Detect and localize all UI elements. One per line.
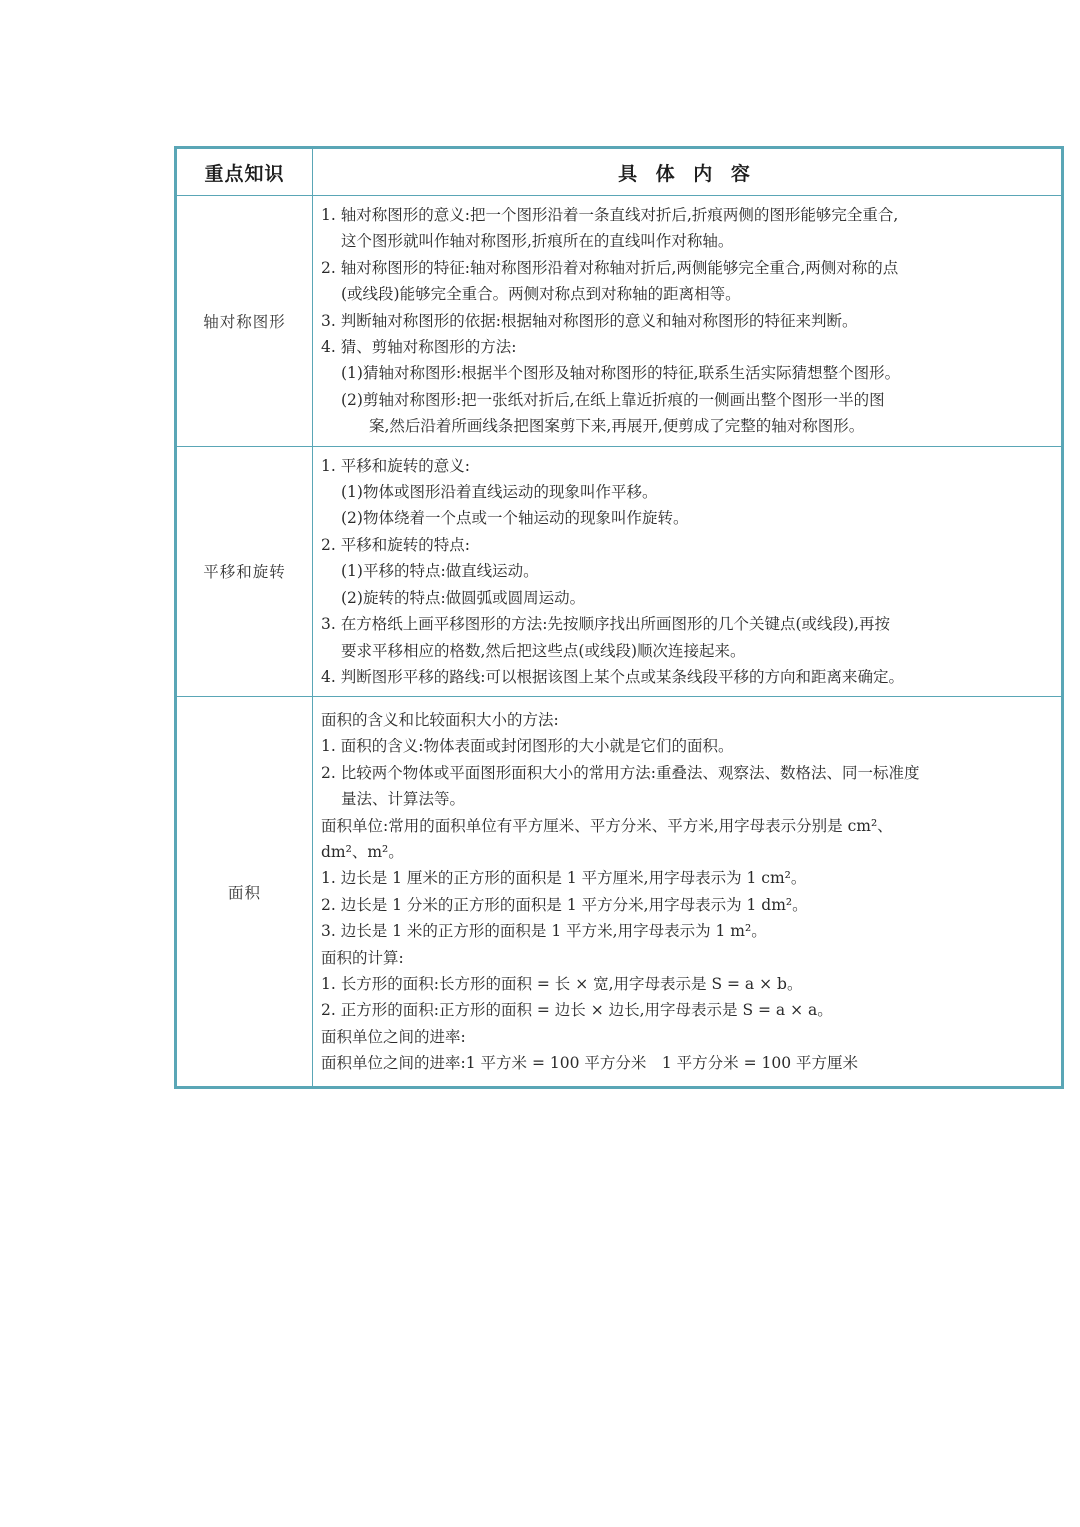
content-line: 2. 正方形的面积:正方形的面积 = 边长 × 边长,用字母表示是 S = a × a。 xyxy=(321,1001,833,1020)
content-line: 2. 比较两个物体或平面图形面积大小的常用方法:重叠法、观察法、数格法、同一标准度 xyxy=(321,763,920,782)
content-cell xyxy=(313,196,1062,447)
table-row xyxy=(177,446,1062,697)
content-line: dm²、m²。 xyxy=(321,843,404,861)
content-cell xyxy=(313,697,1062,1087)
knowledge-table xyxy=(176,148,1062,1087)
content-line: 面积的计算: xyxy=(321,948,404,967)
content-line: 面积单位:常用的面积单位有平方厘米、平方分米、平方米,用字母表示分别是 cm²、 xyxy=(321,816,893,835)
content-line: 2. 边长是 1 分米的正方形的面积是 1 平方分米,用字母表示为 1 dm²。 xyxy=(321,895,808,914)
content-line: 1. 轴对称图形的意义:把一个图形沿着一条直线对折后,折痕两侧的图形能够完全重合, xyxy=(321,206,899,224)
content-line: (或线段)能够完全重合。两侧对称点到对称轴的距离相等。 xyxy=(341,285,741,304)
content-line: 3. 在方格纸上画平移图形的方法:先按顺序找出所画图形的几个关键点(或线段),再按 xyxy=(321,615,890,634)
knowledge-table-frame xyxy=(174,146,1064,1089)
content-line: (1)猜轴对称图形:根据半个图形及轴对称图形的特征,联系生活实际猜想整个图形。 xyxy=(341,364,901,383)
content-line: 面积的含义和比较面积大小的方法: xyxy=(321,710,559,729)
content-line: (2)旋转的特点:做圆弧或圆周运动。 xyxy=(341,588,586,607)
content-line: (1)物体或图形沿着直线运动的现象叫作平移。 xyxy=(341,483,658,502)
content-line: 4. 猜、剪轴对称图形的方法: xyxy=(321,338,517,357)
table-row xyxy=(177,196,1062,447)
content-line: 面积单位之间的进率: xyxy=(321,1027,466,1046)
content-line: (2)物体绕着一个点或一个轴运动的现象叫作旋转。 xyxy=(341,509,689,528)
content-line: 3. 判断轴对称图形的依据:根据轴对称图形的意义和轴对称图形的特征来判断。 xyxy=(321,311,858,330)
content-line: 1. 平移和旋转的意义: xyxy=(321,456,470,475)
content-line: (1)平移的特点:做直线运动。 xyxy=(341,562,539,581)
content-line: 3. 边长是 1 米的正方形的面积是 1 平方米,用字母表示为 1 m²。 xyxy=(321,922,767,941)
content-line: 量法、计算法等。 xyxy=(341,790,466,809)
content-line: 2. 平移和旋转的特点: xyxy=(321,535,470,554)
topic-cell: 轴对称图形 xyxy=(177,196,313,447)
content-line: 1. 面积的含义:物体表面或封闭图形的大小就是它们的面积。 xyxy=(321,737,734,756)
content-cell xyxy=(313,446,1062,697)
table-row xyxy=(177,697,1062,1087)
header-key-knowledge: 重点知识 xyxy=(177,149,313,196)
content-line: 要求平移相应的格数,然后把这些点(或线段)顺次连接起来。 xyxy=(341,641,746,660)
topic-cell: 面积 xyxy=(177,697,313,1087)
content-line: 2. 轴对称图形的特征:轴对称图形沿着对称轴对折后,两侧能够完全重合,两侧对称的点 xyxy=(321,258,899,277)
content-line: 这个图形就叫作轴对称图形,折痕所在的直线叫作对称轴。 xyxy=(341,232,734,251)
topic-cell: 平移和旋转 xyxy=(177,446,313,697)
content-line: 1. 长方形的面积:长方形的面积 = 长 × 宽,用字母表示是 S = a × b。 xyxy=(321,975,803,994)
table-header-row xyxy=(177,149,1062,196)
content-line: 4. 判断图形平移的路线:可以根据该图上某个点或某条线段平移的方向和距离来确定。 xyxy=(321,667,904,686)
content-line: (2)剪轴对称图形:把一张纸对折后,在纸上靠近折痕的一侧画出整个图形一半的图 xyxy=(341,390,885,409)
content-line: 面积单位之间的进率:1 平方米 = 100 平方分米 1 平方分米 = 100 平方厘米 xyxy=(321,1054,859,1073)
header-specific-content: 具 体 内 容 xyxy=(313,149,1062,196)
content-line: 案,然后沿着所画线条把图案剪下来,再展开,便剪成了完整的轴对称图形。 xyxy=(369,417,865,436)
content-line: 1. 边长是 1 厘米的正方形的面积是 1 平方厘米,用字母表示为 1 cm²。 xyxy=(321,869,807,888)
